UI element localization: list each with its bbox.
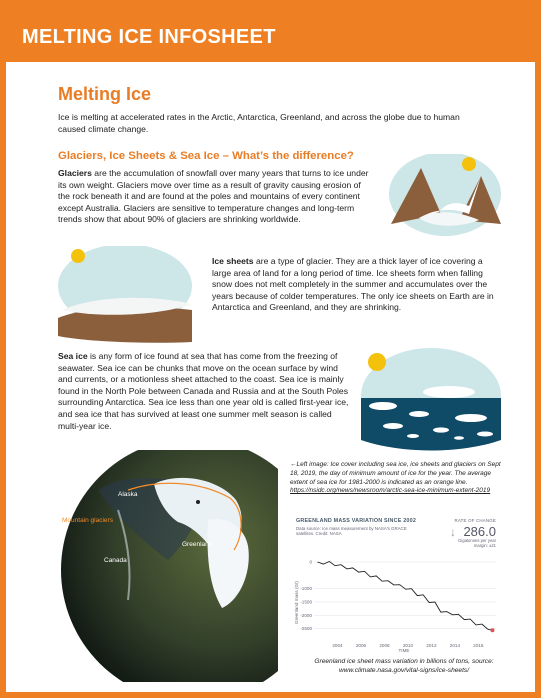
y-tick-label: -2000 [300, 612, 312, 618]
chart-title: GREENLAND MASS VARIATION SINCE 2002 [296, 518, 417, 524]
x-tick-label: 2010 [402, 643, 414, 648]
ice-floe [477, 432, 493, 437]
x-tick-label: 2012 [426, 643, 437, 648]
x-tick-label: 2014 [449, 643, 461, 648]
x-tick-label: 2008 [379, 643, 390, 648]
content-area [6, 62, 535, 692]
y-axis-label: Greenland mass (Gt) [294, 581, 299, 624]
ice-floe [423, 386, 475, 398]
ice-floe [454, 436, 464, 440]
mass-series-line [318, 562, 493, 631]
x-tick-label: 2004 [332, 643, 343, 648]
y-tick-label: 0 [309, 559, 312, 565]
sun-icon [462, 157, 476, 171]
down-arrow-icon: ↓ [450, 525, 456, 539]
glaciers-text: are the accumulation of snowfall over many years that turns to ice under its own weight. Glaciers move over time as a result of gravity causing erosion of the rock beneath it and are found at the poles and mountains of every continent except Australia. Glaciers are sensitive to temperature changes and long-term trends show that about 90% of glaciers are shrinking worldwide. [58, 168, 369, 225]
rate-value: 286.0 [463, 524, 496, 539]
glaciers-paragraph [58, 168, 373, 226]
title-banner [6, 0, 535, 62]
ice-sheet-illustration [58, 246, 192, 346]
ice-floe [369, 402, 397, 410]
y-tick-label: -1500 [300, 599, 312, 605]
chart-plot [290, 514, 502, 654]
ice-floe [409, 411, 429, 417]
nsidc-link[interactable]: https://nsidc.org/news/newsroom/arctic-sea-ice-minimum-extent-2019 [290, 487, 491, 495]
x-tick-label: 2006 [355, 643, 367, 648]
x-tick-label: 2016 [473, 643, 484, 648]
section-heading: Melting Ice [58, 84, 152, 104]
ice-floe [407, 434, 419, 438]
sea-ice-paragraph [58, 351, 353, 432]
latest-value-marker [490, 628, 494, 632]
sea-ice-text: is any form of ice found at sea that has come from the freezing of seawater. Sea ice can be chunks that move on the ocean surface by wind and currents, or a motionless sheet attached to the coast. Sea ice is mainly found in the North Pole between Canada and Russia and at the South Poles surrounding Antarctica. Sea ice less than one year old is called first-year ice, and sea ice that has survived at least one summer melt season is called multi-year ice. [58, 351, 349, 431]
greenland-mass-chart [290, 514, 502, 654]
chart-source: Data source: Ice mass measurement by NASA's GRACE satellites. Credit: NASA [296, 526, 407, 537]
rate-label: RATE OF CHANGE [454, 518, 496, 523]
sea-ice-term: Sea ice [58, 351, 88, 361]
arctic-ice-globe-image [58, 450, 278, 682]
banner-title: MELTING ICE INFOSHEET [22, 26, 276, 48]
ice-floe [455, 414, 487, 422]
sea-ice-illustration [361, 348, 501, 454]
x-axis-label: TIME [398, 648, 410, 653]
ice-sheets-text: are a type of glacier. They are a thick layer of ice covering a large area of land for a long period of time. Ice sheets form when falling snow does not melt completely in the summer and accumulates over the years because of colder temperatures. The only ice sheets on Earth are in Antarctica and Greenland, and they are shrinking. [212, 256, 494, 313]
label-mountain-glaciers: Mountain glaciers [62, 517, 113, 524]
caption-text: ←Left image: Ice cover including sea ice, ice sheets and glaciers on Sept 18, 2019, the day of minimum amount of ice for the year. The average extent of sea ice for 1981-2000 is indicated as an orange line. [290, 461, 501, 486]
subheading: Glaciers, Ice Sheets & Sea Ice – What’s the difference? [58, 150, 354, 162]
label-alaska: Alaska [118, 491, 138, 498]
ice-sheets-term: Ice sheets [212, 256, 254, 266]
y-tick-label: -2500 [300, 626, 312, 632]
north-pole-marker [196, 500, 200, 504]
glacier-illustration [389, 154, 501, 240]
chart-caption: Greenland ice sheet mass variation in billions of tons, source: www.climate.nasa.gov/vital-signs/ice-sheets/ [314, 658, 494, 674]
sun-icon [368, 353, 386, 371]
intro-paragraph: Ice is melting at accelerated rates in the Arctic, Antarctica, Greenland, and across the globe due to human caused climate change. [58, 112, 460, 134]
ice-floe [383, 423, 403, 429]
label-greenland: Greenland [182, 541, 213, 548]
y-tick-label: -1000 [300, 586, 312, 592]
grid-lines [314, 562, 496, 629]
left-image-caption [290, 461, 502, 496]
y-tick-labels [300, 560, 312, 632]
label-canada: Canada [104, 557, 127, 564]
ice-sheets-paragraph [212, 256, 502, 314]
ice-floe [433, 427, 449, 432]
rate-unit: Gigatonnes per year margin: ±21 [458, 538, 496, 548]
sun-icon [71, 249, 85, 263]
glaciers-term: Glaciers [58, 168, 92, 178]
